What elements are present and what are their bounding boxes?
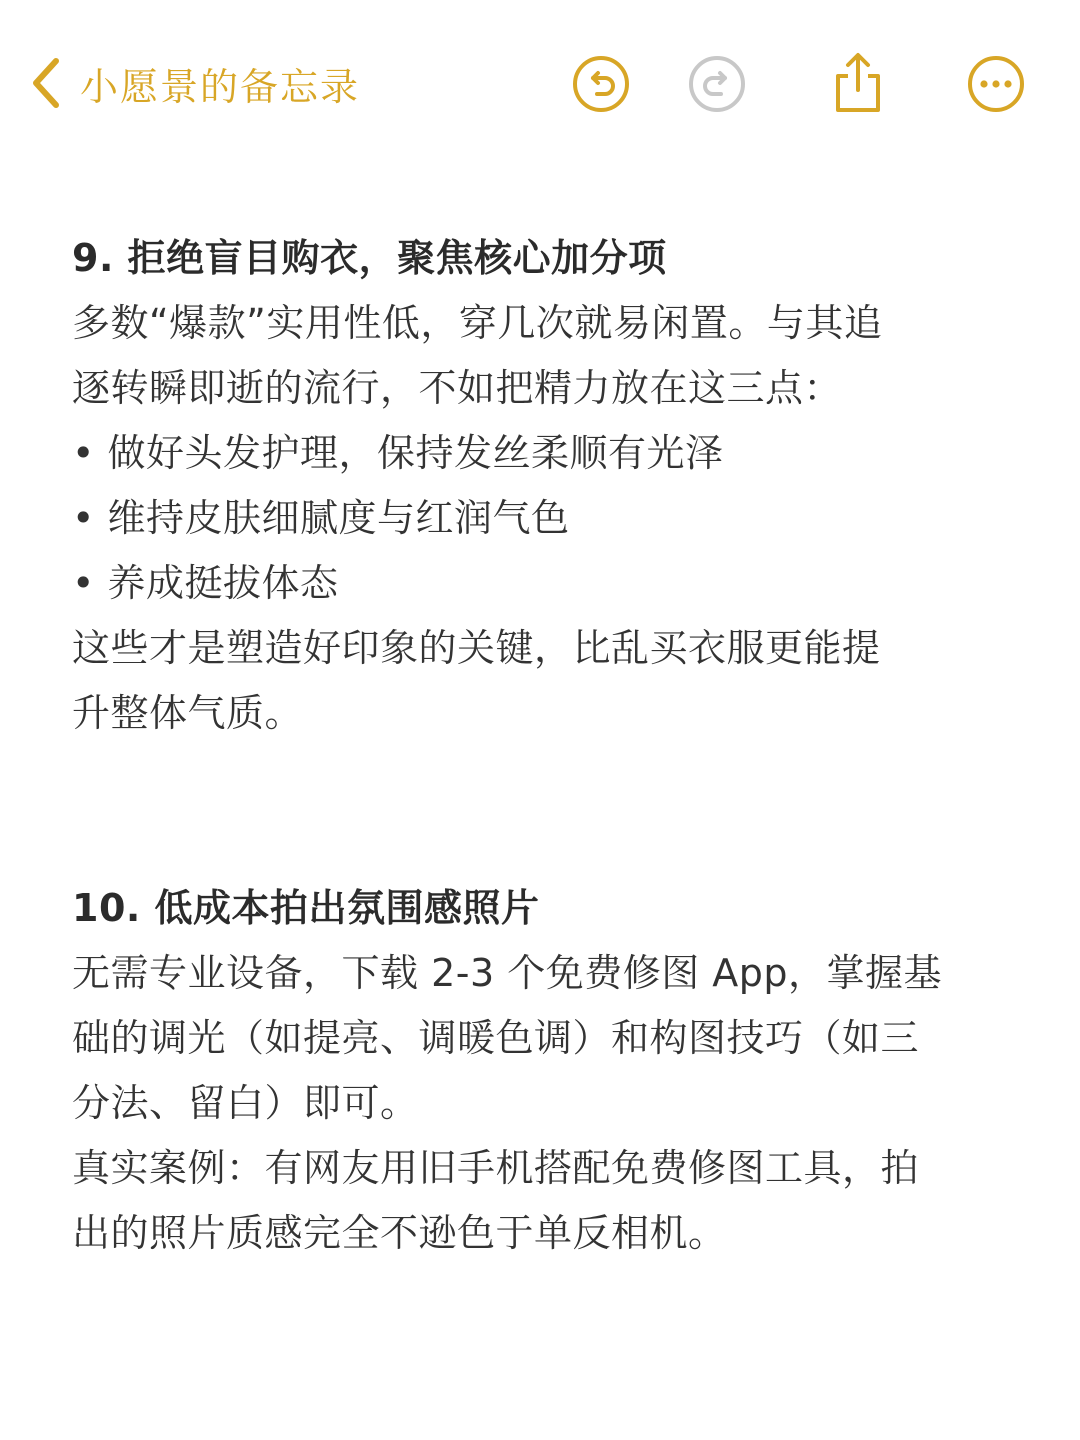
undo-icon	[571, 54, 631, 114]
note-line: 分法、留白）即可。	[72, 1081, 419, 1125]
share-icon	[828, 50, 888, 116]
undo-button[interactable]	[571, 54, 631, 114]
note-line: 这些才是塑造好印象的关键，比乱买衣服更能提	[72, 626, 881, 670]
bullet-item: • 维持皮肤细腻度与红润气色	[72, 496, 570, 540]
section-heading: 9. 拒绝盲目购衣，聚焦核心加分项	[72, 236, 667, 280]
note-line: 真实案例：有网友用旧手机搭配免费修图工具，拍	[72, 1146, 920, 1190]
note-line: 出的照片质感完全不逊色于单反相机。	[72, 1211, 727, 1255]
note-body[interactable]	[72, 226, 1032, 1266]
back-label: 小愿景的备忘录	[80, 64, 361, 109]
section-10	[72, 876, 1032, 1266]
note-line: 础的调光（如提亮、调暖色调）和构图技巧（如三	[72, 1016, 920, 1060]
navigation-bar	[0, 0, 1080, 170]
section-9	[72, 226, 1032, 746]
share-button[interactable]	[828, 50, 888, 110]
note-line: 多数“爆款”实用性低，穿几次就易闲置。与其追	[72, 301, 883, 345]
bullet-item: • 养成挺拔体态	[72, 561, 339, 605]
bullet-item: • 做好头发护理，保持发丝柔顺有光泽	[72, 431, 724, 475]
section-spacer	[72, 746, 1032, 876]
note-line: 无需专业设备，下载 2-3 个免费修图 App，掌握基	[72, 951, 943, 995]
back-button[interactable]	[28, 50, 360, 116]
note-line: 升整体气质。	[72, 691, 304, 735]
more-icon	[966, 54, 1026, 114]
section-heading: 10. 低成本拍出氛围感照片	[72, 886, 540, 930]
redo-icon	[687, 54, 747, 114]
note-line: 逐转瞬即逝的流行，不如把精力放在这三点：	[72, 366, 843, 410]
more-button[interactable]	[966, 54, 1026, 114]
chevron-left-icon	[28, 55, 62, 111]
redo-button[interactable]	[687, 54, 747, 114]
